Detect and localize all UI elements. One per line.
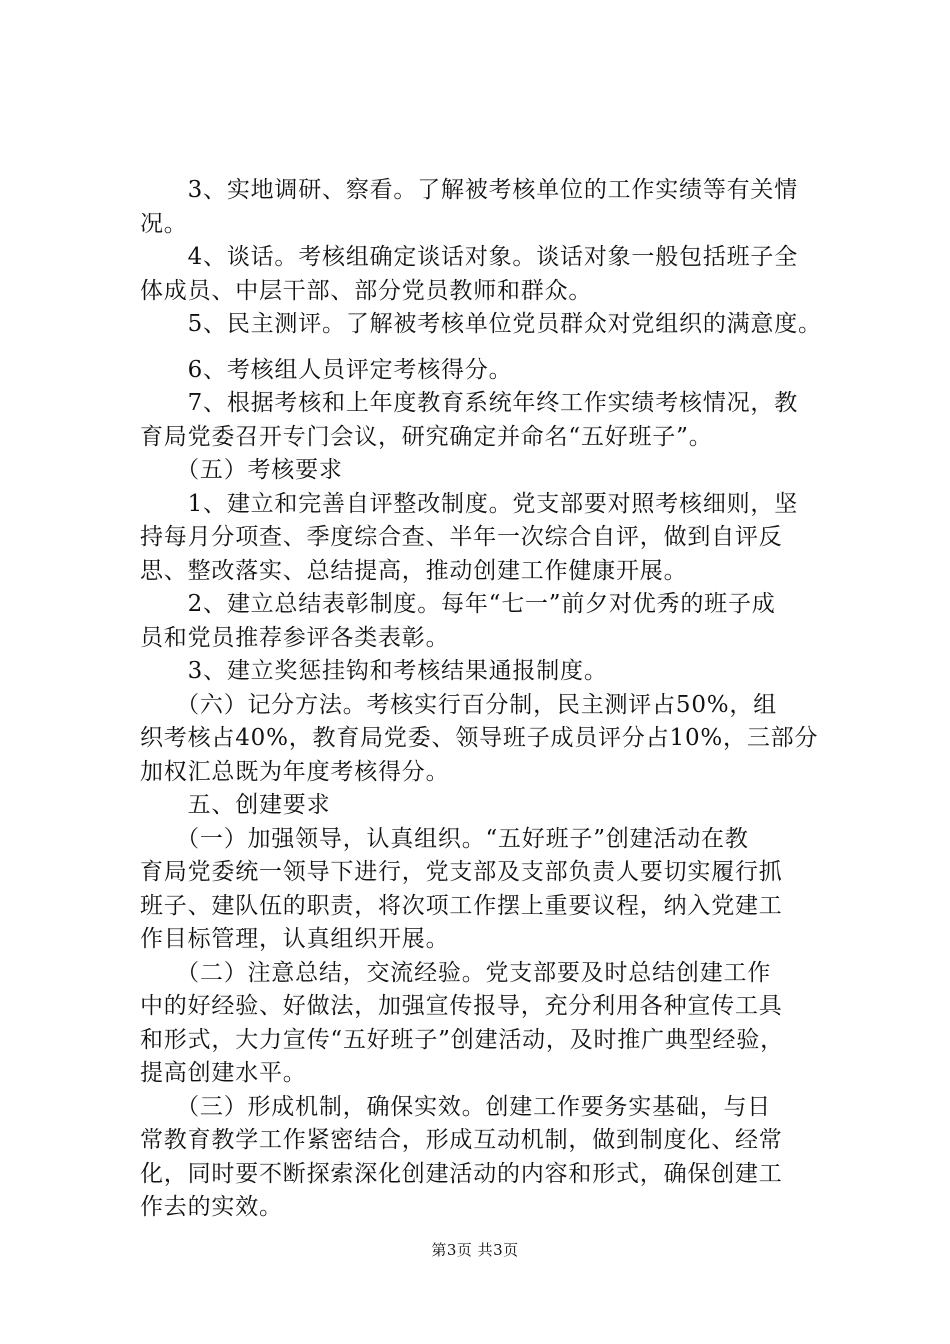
text-line: 4、谈话。考核组确定谈话对象。谈话对象一般包括班子全	[140, 244, 799, 270]
text-line: 1、建立和完善自评整改制度。党支部要对照考核细则，坚	[140, 490, 799, 517]
page-footer: 第3页 共3页	[431, 1241, 519, 1259]
text-line: 和形式，大力宣传“五好班子”创建活动，及时推广典型经验，	[140, 1026, 784, 1053]
text-line: 织考核占40%，教育局党委、领导班子成员评分占10%，三部分	[140, 725, 819, 751]
text-line: 2、建立总结表彰制度。每年“七一”前夕对优秀的班子成	[140, 591, 776, 617]
text-line: 5、民主测评。了解被考核单位党员群众对党组织的满意度。	[140, 311, 822, 337]
text-line: （五）考核要求	[140, 457, 343, 483]
text-line: （三）形成机制，确保实效。创建工作要务实基础，与日	[140, 1093, 772, 1120]
text-line: 6、考核组人员评定考核得分。	[140, 356, 513, 383]
text-line: （六）记分方法。考核实行百分制，民主测评占50%，组	[140, 691, 778, 718]
text-line: 思、整改落实、总结提高，推动创建工作健康开展。	[140, 557, 688, 584]
text-line: 化，同时要不断探索深化创建活动的内容和形式，确保创建工	[140, 1160, 783, 1187]
text-line: （二）注意总结，交流经验。党支部要及时总结创建工作	[140, 959, 772, 986]
document-body	[140, 174, 840, 1225]
text-line: 常教育教学工作紧密结合，形成互动机制，做到制度化、经常	[140, 1127, 783, 1153]
text-line: 加权汇总既为年度考核得分。	[140, 758, 450, 785]
text-line: 持每月分项查、季度综合查、半年一次综合自评，做到自评反	[140, 524, 783, 550]
text-line: 作目标管理，认真组织开展。	[140, 926, 450, 952]
paragraph-spacer	[140, 342, 840, 354]
text-line: 提高创建水平。	[140, 1060, 307, 1086]
text-line: 况。	[140, 210, 188, 237]
text-line: 育局党委统一领导下进行，党支部及支部负责人要切实履行抓	[140, 859, 783, 885]
text-line: 育局党委召开专门会议，研究确定并命名“五好班子”。	[140, 423, 713, 450]
text-line: （一）加强领导，认真组织。“五好班子”创建活动在教	[140, 825, 749, 852]
text-line: 中的好经验、好做法，加强宣传报导，充分利用各种宣传工具	[140, 993, 783, 1019]
text-line: 员和党员推荐参评各类表彰。	[140, 624, 450, 651]
text-line: 班子、建队伍的职责，将次项工作摆上重要议程，纳入党建工	[140, 892, 783, 919]
text-line: 3、实地调研、察看。了解被考核单位的工作实绩等有关情	[140, 177, 799, 203]
text-line: 体成员、中层干部、部分党员教师和群众。	[140, 277, 593, 304]
text-line: 3、建立奖惩挂钩和考核结果通报制度。	[140, 658, 608, 684]
text-line: 作去的实效。	[140, 1194, 283, 1220]
text-line: 7、根据考核和上年度教育系统年终工作实绩考核情况，教	[140, 390, 799, 416]
text-line: 五、创建要求	[140, 792, 331, 818]
